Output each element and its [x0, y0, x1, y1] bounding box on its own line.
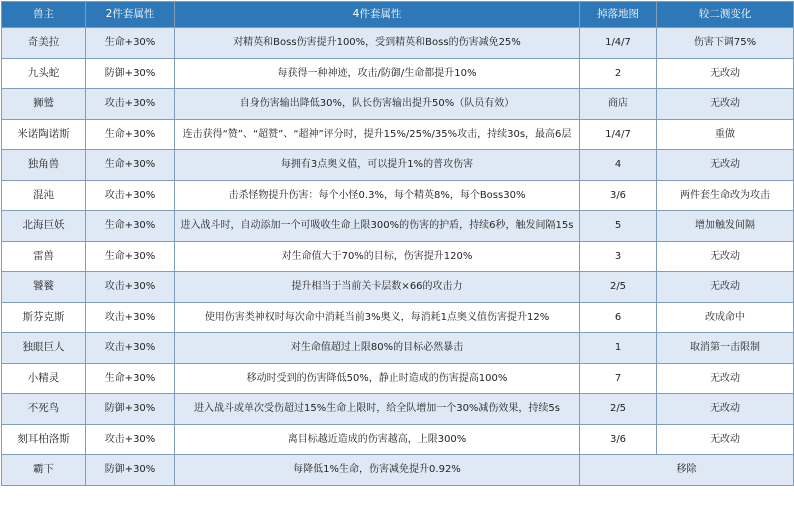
table-row: [2, 272, 794, 303]
table-body: [2, 28, 794, 486]
set4-attr: 自身伤害输出降低30%，队长伤害输出提升50%（队员有效）: [175, 89, 580, 120]
header-change: 较二测变化: [657, 2, 794, 28]
table-row: [2, 89, 794, 120]
drop-map: 3: [580, 241, 657, 272]
table-row: [2, 394, 794, 425]
set2-attr: 生命+30%: [86, 119, 175, 150]
beast-name: 雷兽: [2, 241, 86, 272]
drop-map: 商店: [580, 89, 657, 120]
set4-attr: 对生命值超过上限80%的目标必然暴击: [175, 333, 580, 364]
beast-name: 斯芬克斯: [2, 302, 86, 333]
header-set4: 4件套属性: [175, 2, 580, 28]
set2-attr: 生命+30%: [86, 150, 175, 181]
header-row: [2, 2, 794, 28]
beast-name: 米诺陶诺斯: [2, 119, 86, 150]
set4-attr: 移动时受到的伤害降低50%，静止时造成的伤害提高100%: [175, 363, 580, 394]
set2-attr: 防御+30%: [86, 58, 175, 89]
set4-attr: 每降低1%生命，伤害减免提升0.92%: [175, 455, 580, 486]
drop-map: 3/6: [580, 180, 657, 211]
table-row: [2, 424, 794, 455]
beast-name: 北海巨妖: [2, 211, 86, 242]
change-note: 重做: [657, 119, 794, 150]
beast-name: 混沌: [2, 180, 86, 211]
set2-attr: 防御+30%: [86, 455, 175, 486]
table-row: [2, 363, 794, 394]
beast-name: 小精灵: [2, 363, 86, 394]
drop-map: 1: [580, 333, 657, 364]
set4-attr: 连击获得“赞”、“超赞”、“超神”评分时，提升15%/25%/35%攻击，持续30s，最高6层: [175, 119, 580, 150]
beast-name: 九头蛇: [2, 58, 86, 89]
set4-attr: 进入战斗或单次受伤超过15%生命上限时，给全队增加一个30%减伤效果，持续5s: [175, 394, 580, 425]
header-set2: 2件套属性: [86, 2, 175, 28]
change-note: 无改动: [657, 58, 794, 89]
set4-attr: 击杀怪物提升伤害：每个小怪0.3%，每个精英8%，每个Boss30%: [175, 180, 580, 211]
table-row: [2, 28, 794, 59]
beast-name: 独角兽: [2, 150, 86, 181]
set2-attr: 生命+30%: [86, 241, 175, 272]
change-note: 无改动: [657, 394, 794, 425]
beast-name: 霸下: [2, 455, 86, 486]
table-row: [2, 333, 794, 364]
drop-map: 5: [580, 211, 657, 242]
table-row: [2, 241, 794, 272]
set2-attr: 攻击+30%: [86, 180, 175, 211]
set4-attr: 离目标越近造成的伤害越高，上限300%: [175, 424, 580, 455]
change-note: 改成命中: [657, 302, 794, 333]
set-attributes-table: [1, 1, 794, 486]
header-drop-map: 掉落地图: [580, 2, 657, 28]
set2-attr: 攻击+30%: [86, 302, 175, 333]
change-note: 无改动: [657, 150, 794, 181]
change-note: 两件套生命改为攻击: [657, 180, 794, 211]
set2-attr: 攻击+30%: [86, 272, 175, 303]
change-note: 伤害下调75%: [657, 28, 794, 59]
table-row: [2, 150, 794, 181]
table-row: [2, 180, 794, 211]
set2-attr: 防御+30%: [86, 394, 175, 425]
beast-name: 不死鸟: [2, 394, 86, 425]
drop-map: 2: [580, 58, 657, 89]
table-row: [2, 211, 794, 242]
change-note: 无改动: [657, 424, 794, 455]
set4-attr: 进入战斗时，自动添加一个可吸收生命上限300%的伤害的护盾，持续6秒，触发间隔15s: [175, 211, 580, 242]
drop-map: 2/5: [580, 394, 657, 425]
set4-attr: 提升相当于当前关卡层数×66的攻击力: [175, 272, 580, 303]
table-row: [2, 58, 794, 89]
set4-attr: 每获得一种神迹，攻击/防御/生命都提升10%: [175, 58, 580, 89]
change-note: 无改动: [657, 363, 794, 394]
set4-attr: 对生命值大于70%的目标，伤害提升120%: [175, 241, 580, 272]
change-note: 取消第一击限制: [657, 333, 794, 364]
set2-attr: 生命+30%: [86, 211, 175, 242]
beast-name: 饕餮: [2, 272, 86, 303]
set2-attr: 攻击+30%: [86, 424, 175, 455]
drop-map: 1/4/7: [580, 119, 657, 150]
drop-map-and-change-merged: 移除: [580, 455, 794, 486]
set2-attr: 攻击+30%: [86, 333, 175, 364]
change-note: 无改动: [657, 89, 794, 120]
beast-name: 狮鹫: [2, 89, 86, 120]
set4-attr: 对精英和Boss伤害提升100%，受到精英和Boss的伤害减免25%: [175, 28, 580, 59]
set2-attr: 生命+30%: [86, 28, 175, 59]
drop-map: 4: [580, 150, 657, 181]
set4-attr: 使用伤害类神权时每次命中消耗当前3%奥义，每消耗1点奥义值伤害提升12%: [175, 302, 580, 333]
header-beast: 兽主: [2, 2, 86, 28]
change-note: 增加触发间隔: [657, 211, 794, 242]
drop-map: 6: [580, 302, 657, 333]
table-row: [2, 455, 794, 486]
change-note: 无改动: [657, 241, 794, 272]
drop-map: 2/5: [580, 272, 657, 303]
set2-attr: 生命+30%: [86, 363, 175, 394]
table-row: [2, 119, 794, 150]
set4-attr: 每拥有3点奥义值，可以提升1%的普攻伤害: [175, 150, 580, 181]
beast-name: 奇美拉: [2, 28, 86, 59]
beast-name: 刻耳柏洛斯: [2, 424, 86, 455]
set2-attr: 攻击+30%: [86, 89, 175, 120]
drop-map: 7: [580, 363, 657, 394]
drop-map: 3/6: [580, 424, 657, 455]
drop-map: 1/4/7: [580, 28, 657, 59]
beast-name: 独眼巨人: [2, 333, 86, 364]
change-note: 无改动: [657, 272, 794, 303]
table-header: [2, 2, 794, 28]
table-row: [2, 302, 794, 333]
